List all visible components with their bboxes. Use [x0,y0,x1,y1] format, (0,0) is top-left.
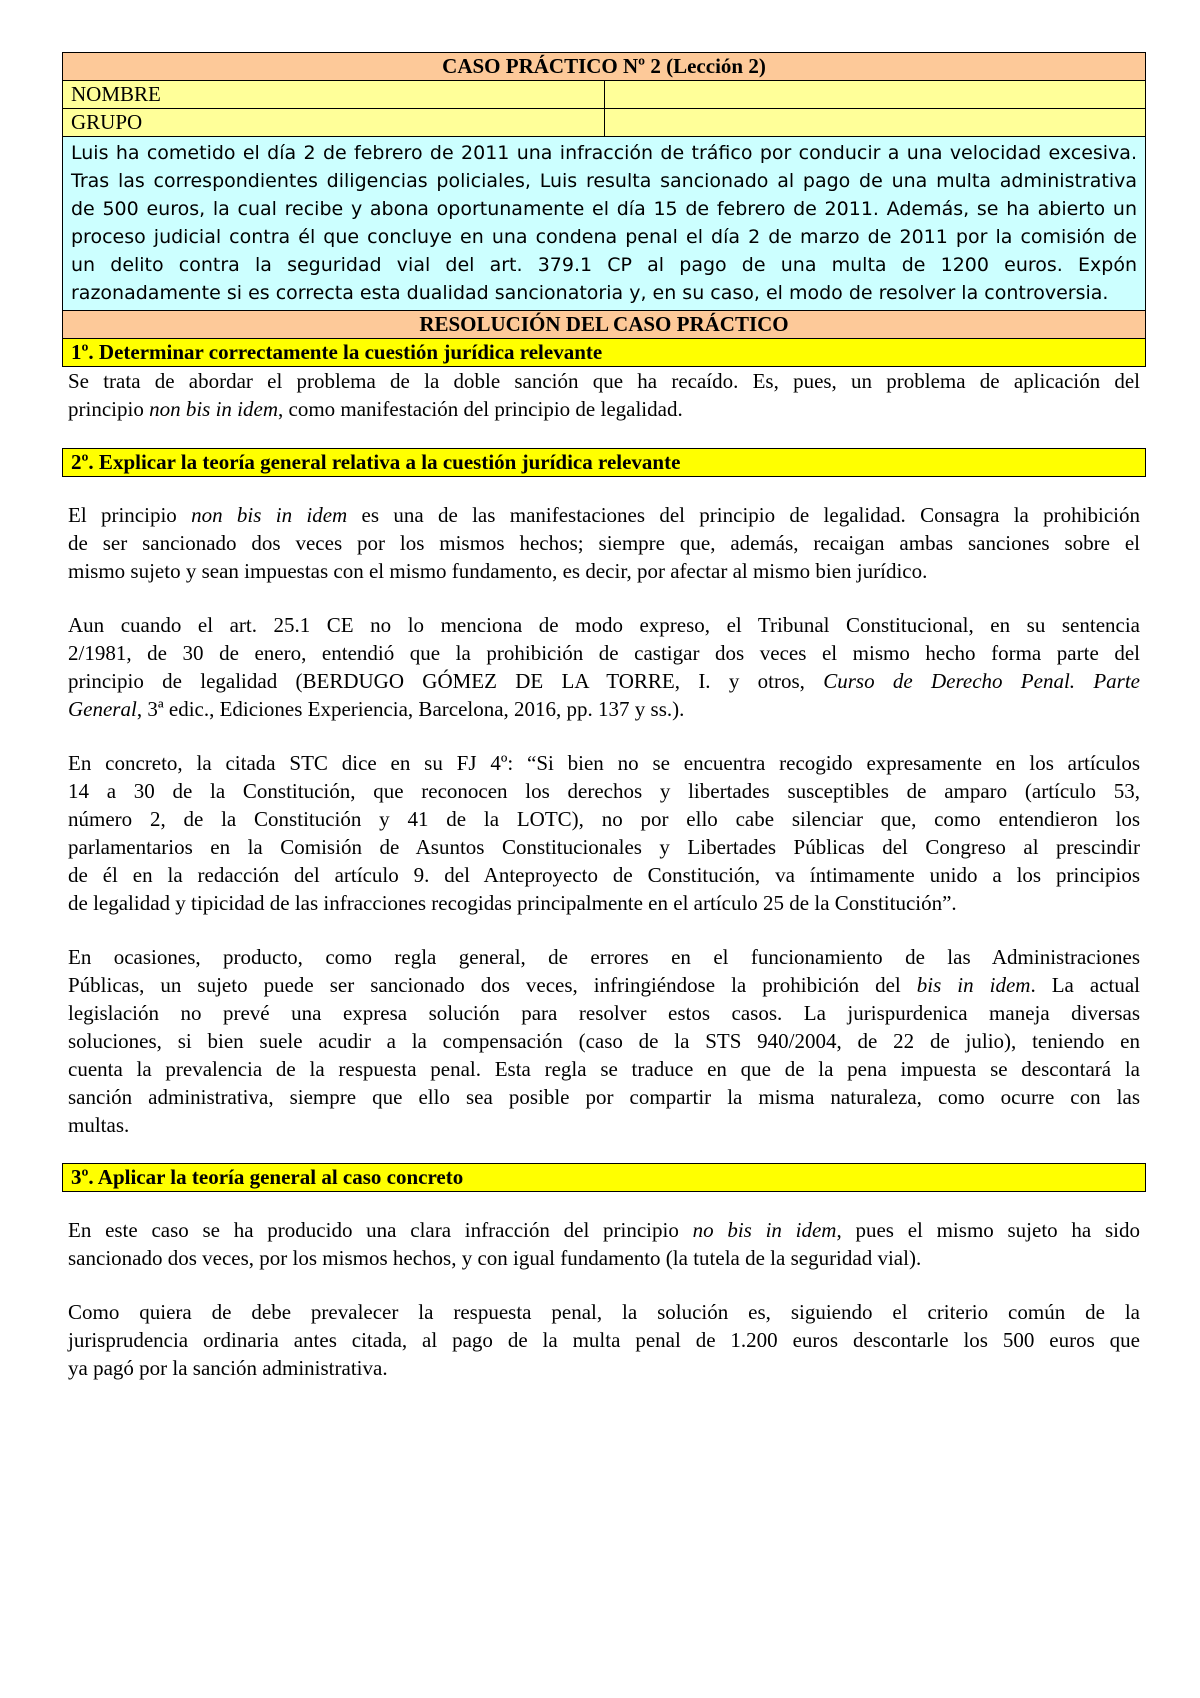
text-line: En concreto, la citada STC dice en su FJ 4º: “Si bien no se encuentra recogido expresamente en los artículos [68,751,1140,775]
case-statement [63,137,1146,311]
text-line: de ser sancionado dos veces por los mismos hechos; siempre que, además, recaigan ambas sanciones sobre el [68,531,1140,555]
resolution-title: RESOLUCIÓN DEL CASO PRÁCTICO [63,311,1146,339]
section3-heading: 3º. Aplicar la teoría general al caso concreto [62,1163,1146,1192]
text-line: cuenta la prevalencia de la respuesta penal. Esta regla se traduce en que de la pena impuesta se descontará la [68,1057,1140,1081]
section2-paragraph-3 [68,749,1140,917]
italic-term: non bis in idem [191,503,348,527]
text-run: En este caso se ha producido una clara infracción del principio [68,1218,693,1242]
text-line [68,695,1140,723]
text-line: número 2, de la Constitución y 41 de la LOTC), no por ello cabe silenciar que, como entendieron los [68,807,1140,831]
text-line: multas. [68,1113,130,1137]
text-line [68,395,1140,423]
case-header-table [62,52,1146,367]
text-line [68,1216,1140,1244]
text-run: principio [68,397,150,421]
statement-line: proceso judicial contra él que concluye en una condena penal el día 2 de marzo de 2011 por la comisión de [71,226,1137,248]
text-line: ya pagó por la sanción administrativa. [68,1356,388,1380]
section2-paragraph-4 [68,943,1140,1139]
italic-term: non bis in idem [149,397,278,421]
text-line: 2/1981, de 30 de enero, entendió que la prohibición de castigar dos veces el mismo hecho forma parte del [68,641,1140,665]
section3-paragraph-2 [68,1298,1140,1382]
text-line: jurisprudencia ordinaria antes citada, al pago de la multa penal de 1.200 euros descontarle los 500 euros que [68,1328,1140,1352]
italic-term: bis in idem [916,973,1031,997]
text-line: sancionado dos veces, por los mismos hechos, y con igual fundamento (la tutela de la seguridad vial). [68,1246,922,1270]
text-line: de legalidad y tipicidad de las infracciones recogidas principalmente en el artículo 25 de la Constitución”. [68,891,957,915]
text-line: Como quiera de debe prevalecer la respuesta penal, la solución es, siguiendo el criterio común de la [68,1300,1140,1324]
nombre-label: NOMBRE [63,81,605,109]
text-line: 14 a 30 de la Constitución, que reconocen los derechos y libertades susceptibles de amparo (artículo 53, [68,779,1140,803]
italic-title: Curso de Derecho Penal. Parte [823,669,1141,693]
nombre-field[interactable] [604,81,1146,109]
section2-heading: 2º. Explicar la teoría general relativa a la cuestión jurídica relevante [62,448,1146,477]
text-line: soluciones, si bien suele acudir a la compensación (caso de la STS 940/2004, de 22 de julio), teniendo en [68,1029,1140,1053]
section2-paragraph-2 [68,611,1140,723]
grupo-field[interactable] [604,109,1146,137]
section1-heading: 1º. Determinar correctamente la cuestión jurídica relevante [63,339,1146,367]
statement-line: un delito contra la seguridad vial del art. 379.1 CP al pago de una multa de 1200 euros. Expón [71,254,1137,276]
text-run: es una de las manifestaciones del principio de legalidad. Consagra la prohibición [347,503,1140,527]
text-line: sanción administrativa, siempre que ello sea posible por compartir la misma naturaleza, como ocurre con las [68,1085,1140,1109]
text-line: legislación no prevé una expresa solución para resolver estos casos. La jurispurdenica maneja diversas [68,1001,1140,1025]
italic-term: no bis in idem [692,1218,837,1242]
text-run: , como manifestación del principio de legalidad. [278,397,683,421]
text-line [68,501,1140,529]
text-line: parlamentarios en la Comisión de Asuntos Constitucionales y Libertades Públicas del Congreso al prescindir [68,835,1140,859]
italic-title: General [68,697,137,721]
text-line [68,667,1140,695]
text-run: principio de legalidad (BERDUGO GÓMEZ DE LA TORRE, I. y otros, [68,669,824,693]
text-line [68,971,1140,999]
section3-paragraph-1 [68,1216,1140,1272]
case-title: CASO PRÁCTICO Nº 2 (Lección 2) [63,53,1146,81]
text-run: El principio [68,503,192,527]
grupo-label: GRUPO [63,109,605,137]
text-line: de él en la redacción del artículo 9. del Anteproyecto de Constitución, va íntimamente unido a los principios [68,863,1140,887]
statement-line: Luis ha cometido el día 2 de febrero de 2011 una infracción de tráfico por conducir a una velocidad excesiva. [71,142,1137,164]
statement-line: razonadamente si es correcta esta dualidad sancionatoria y, en su caso, el modo de resolver la controversia. [71,282,1109,304]
text-line: En ocasiones, producto, como regla general, de errores en el funcionamiento de las Administraciones [68,945,1140,969]
text-line: mismo sujeto y sean impuestas con el mismo fundamento, es decir, por afectar al mismo bien jurídico. [68,559,928,583]
text-run: , 3ª edic., Ediciones Experiencia, Barcelona, 2016, pp. 137 y ss.). [136,697,685,721]
text-run: , pues el mismo sujeto ha sido [836,1218,1140,1242]
text-run: . La actual [1030,973,1140,997]
text-line: Se trata de abordar el problema de la doble sanción que ha recaído. Es, pues, un problema de aplicación del [68,369,1140,393]
document-page [62,52,1146,1382]
text-run: Públicas, un sujeto puede ser sancionado dos veces, infringiéndose la prohibición del [68,973,917,997]
section1-paragraph [68,367,1140,423]
statement-line: Tras las correspondientes diligencias policiales, Luis resulta sancionado al pago de una multa administrativa [71,170,1137,192]
statement-line: de 500 euros, la cual recibe y abona oportunamente el día 15 de febrero de 2011. Además, se ha abierto un [71,198,1137,220]
text-line: Aun cuando el art. 25.1 CE no lo menciona de modo expreso, el Tribunal Constitucional, en su sentencia [68,613,1140,637]
section2-paragraph-1 [68,501,1140,585]
